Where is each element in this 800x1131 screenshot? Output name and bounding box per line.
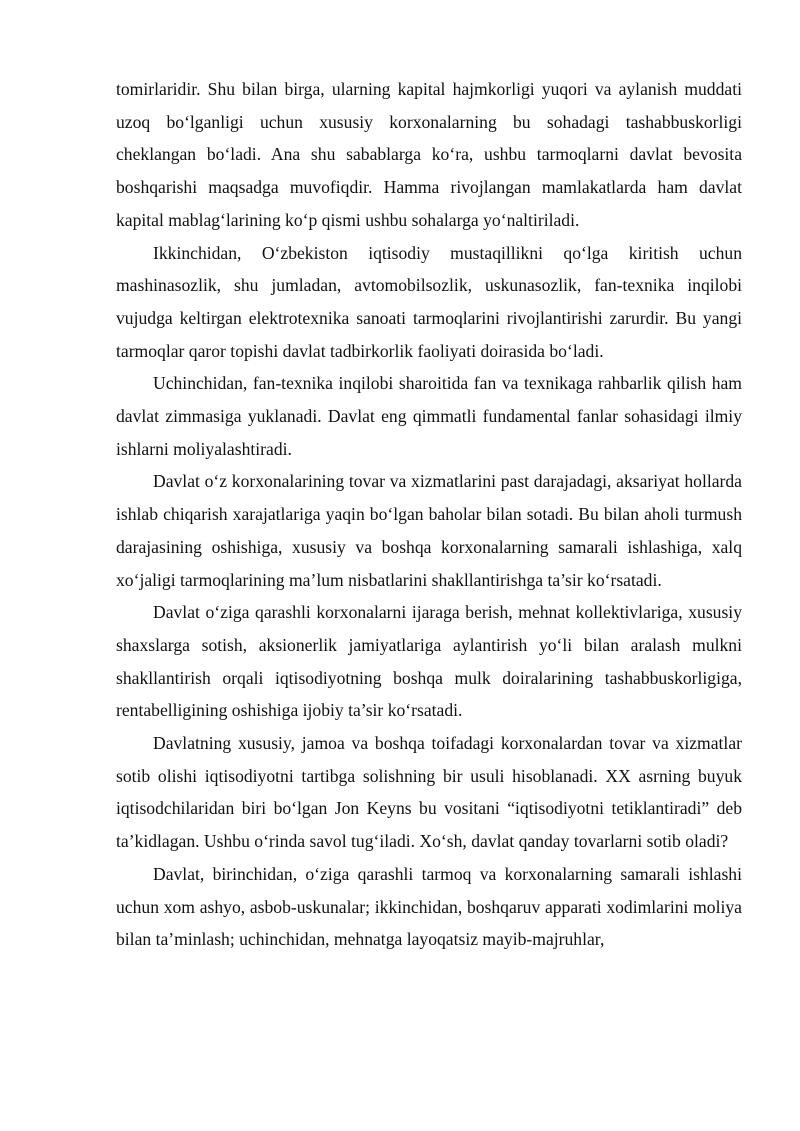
paragraph-mixed-ownership: Davlat o‘ziga qarashli korxonalarni ijaraga berish, mehnat kollektivlariga, xususiy shaxslarga sotish, aksionerlik jamiyatlariga aylantirish yo‘li bilan aralash mulkni shakllantirish orqali iqtisodiyotning boshqa mulk doiralarining tashabbuskorligiga, rentabelligining oshishiga ijobiy ta’sir ko‘rsatadi. (116, 602, 742, 721)
paragraph-state-pricing: Davlat o‘z korxonalarining tovar va xizmatlarini past darajadagi, aksariyat hollarda ishlab chiqarish xarajatlariga yaqin bo‘lgan baholar bilan sotadi. Bu bilan aholi turmush darajasining oshishiga, xususiy va boshqa korxonalarning samarali ishlashiga, xalq xo‘jaligi tarmoqlarining ma’lum nisbatlarini shakllantirishga ta’sir ko‘rsatadi. (116, 471, 742, 590)
paragraph-third-point: Uchinchidan, fan-texnika inqilobi sharoitida fan va texnikaga rahbarlik qilish ham davlat zimmasiga yuklanadi. Davlat eng qimmatli fundamental fanlar sohasidagi ilmiy ishlarni moliyalashtiradi. (116, 373, 742, 459)
paragraph-purchase-list: Davlat, birinchidan, o‘ziga qarashli tarmoq va korxonalarning samarali ishlashi uchun xom ashyo, asbob-uskunalar; ikkinchidan, boshqaruv apparati xodimlarini moliya bilan ta’minlash; uchinchidan, mehnatga layoqatsiz mayib-majruhlar, (116, 863, 742, 950)
paragraph-state-purchases: Davlatning xususiy, jamoa va boshqa toifadagi korxonalardan tovar va xizmatlar sotib olishi iqtisodiyotni tartibga solishning bir usuli hisoblanadi. XX asrning buyuk iqtisodchilaridan biri bo‘lgan Jon Keyns bu vositani “iqtisodiyotni tetiklantiradi” deb ta’kidlagan. Ushbu o‘rinda savol tug‘iladi. Xo‘sh, davlat qanday tovarlarni sotib oladi? (116, 733, 742, 852)
document-page (116, 73, 742, 956)
paragraph-second-point: Ikkinchidan, O‘zbekiston iqtisodiy mustaqillikni qo‘lga kiritish uchun mashinasozlik, shu jumladan, avtomobilsozlik, uskunasozlik, fan-texnika inqilobi vujudga keltirgan elektrotexnika sanoati tarmoqlarini rivojlantirishi zarurdir. Bu yangi tarmoqlar qaror topishi davlat tadbirkorlik faoliyati doirasida bo‘ladi. (116, 242, 742, 361)
paragraph-continuation: tomirlaridir. Shu bilan birga, ularning kapital hajmkorligi yuqori va aylanish muddati uzoq bo‘lganligi uchun xususiy korxonalarning bu sohadagi tashabbuskorligi cheklangan bo‘ladi. Ana shu sabablarga ko‘ra, ushbu tarmoqlarni davlat bevosita boshqarishi maqsadga muvofiqdir. Hamma rivojlangan mamlakatlarda ham davlat kapital mablag‘larining ko‘p qismi ushbu sohalarga yo‘naltiriladi. (116, 79, 742, 230)
